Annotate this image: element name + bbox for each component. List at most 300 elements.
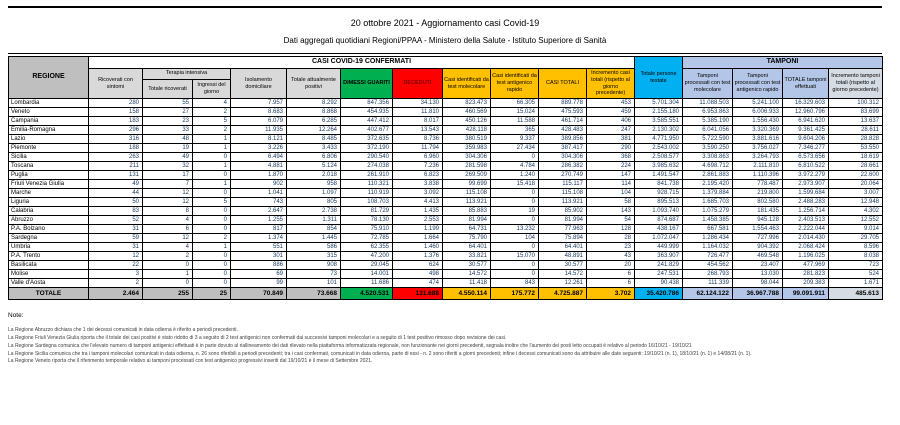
region-cell: Veneto bbox=[9, 108, 89, 117]
value-cell: 114 bbox=[587, 180, 635, 189]
value-cell: 459 bbox=[587, 108, 635, 117]
region-cell: Umbria bbox=[9, 243, 89, 252]
value-cell: 85.902 bbox=[539, 207, 587, 216]
region-cell: Piemonte bbox=[9, 144, 89, 153]
value-cell: 14.572 bbox=[539, 270, 587, 279]
value-cell: 73 bbox=[287, 270, 341, 279]
value-cell: 128 bbox=[587, 225, 635, 234]
value-cell: 449.999 bbox=[635, 243, 683, 252]
value-cell: 29.045 bbox=[341, 261, 393, 270]
sub-header-row bbox=[9, 68, 883, 79]
total-value-cell: 4.725.887 bbox=[539, 288, 587, 300]
value-cell: 498 bbox=[393, 270, 443, 279]
value-cell: 104 bbox=[587, 189, 635, 198]
col-header-tamponi-ant: Tamponi processati con test antigenico rapido bbox=[733, 68, 783, 99]
value-cell: 406 bbox=[587, 117, 635, 126]
group-header-row bbox=[9, 57, 883, 69]
value-cell: 111.339 bbox=[683, 279, 733, 288]
value-cell: 209.383 bbox=[783, 279, 829, 288]
value-cell: 5.385.190 bbox=[683, 117, 733, 126]
value-cell: 14.001 bbox=[341, 270, 393, 279]
value-cell: 66.305 bbox=[491, 99, 539, 108]
value-cell: 64.401 bbox=[539, 243, 587, 252]
value-cell: 247 bbox=[587, 126, 635, 135]
total-value-cell: 62.124.122 bbox=[683, 288, 733, 300]
value-cell: 158 bbox=[89, 108, 143, 117]
value-cell: 8.038 bbox=[829, 252, 883, 261]
value-cell: 31 bbox=[89, 225, 143, 234]
value-cell: 2 bbox=[193, 234, 231, 243]
value-cell: 11.794 bbox=[393, 144, 443, 153]
value-cell: 8 bbox=[143, 207, 193, 216]
total-value-cell: 36.967.788 bbox=[733, 288, 783, 300]
group-header-terapia-intensiva: Terapia intensiva bbox=[143, 68, 231, 79]
value-cell: 3 bbox=[89, 270, 143, 279]
value-cell: 0 bbox=[491, 198, 539, 207]
region-cell: Lazio bbox=[9, 135, 89, 144]
value-cell: 17 bbox=[143, 171, 193, 180]
value-cell: 2.014.430 bbox=[783, 234, 829, 243]
value-cell: 1.870 bbox=[231, 171, 287, 180]
value-cell: 380.519 bbox=[443, 135, 491, 144]
value-cell: 1.664 bbox=[393, 234, 443, 243]
value-cell: 1.093.740 bbox=[635, 207, 683, 216]
value-cell: 75.910 bbox=[341, 225, 393, 234]
col-header-tamponi-mol: Tamponi processati con test molecolare bbox=[683, 68, 733, 99]
value-cell: 0 bbox=[193, 270, 231, 279]
value-cell: 0 bbox=[491, 189, 539, 198]
value-cell: 6.041.056 bbox=[683, 126, 733, 135]
value-cell: 43 bbox=[587, 252, 635, 261]
value-cell: 3.590.250 bbox=[683, 144, 733, 153]
value-cell: 902 bbox=[231, 180, 287, 189]
col-header-isolamento: Isolamento domiciliare bbox=[231, 68, 287, 99]
value-cell: 49 bbox=[89, 180, 143, 189]
value-cell: 5.722.590 bbox=[683, 135, 733, 144]
col-header-ti-ingressi: Ingressi del giorno bbox=[193, 80, 231, 99]
value-cell: 778.487 bbox=[733, 180, 783, 189]
value-cell: 304.306 bbox=[539, 153, 587, 162]
notes-list bbox=[8, 327, 888, 366]
table-body bbox=[9, 99, 883, 300]
value-cell: 2.222.044 bbox=[783, 225, 829, 234]
value-cell: 113.921 bbox=[443, 198, 491, 207]
value-cell: 4.302 bbox=[829, 207, 883, 216]
value-cell: 290 bbox=[587, 144, 635, 153]
value-cell: 15.024 bbox=[491, 108, 539, 117]
value-cell: 1.199 bbox=[393, 225, 443, 234]
value-cell: 1 bbox=[193, 162, 231, 171]
value-cell: 3.264.793 bbox=[733, 153, 783, 162]
value-cell: 7.236 bbox=[393, 162, 443, 171]
value-cell: 110.919 bbox=[341, 189, 393, 198]
value-cell: 274.038 bbox=[341, 162, 393, 171]
value-cell: 131 bbox=[89, 171, 143, 180]
value-cell: 0 bbox=[491, 243, 539, 252]
value-cell: 23.407 bbox=[733, 261, 783, 270]
value-cell: 301 bbox=[231, 252, 287, 261]
value-cell: 1.671 bbox=[829, 279, 883, 288]
value-cell: 83.699 bbox=[829, 108, 883, 117]
value-cell: 75.790 bbox=[443, 234, 491, 243]
region-cell: Emilia-Romagna bbox=[9, 126, 89, 135]
value-cell: 2.488.283 bbox=[783, 198, 829, 207]
value-cell: 6.806 bbox=[287, 153, 341, 162]
value-cell: 12 bbox=[143, 198, 193, 207]
region-cell: Lombardia bbox=[9, 99, 89, 108]
value-cell: 5.241.100 bbox=[733, 99, 783, 108]
total-value-cell: 131.688 bbox=[393, 288, 443, 300]
value-cell: 428.483 bbox=[539, 126, 587, 135]
value-cell: 83 bbox=[89, 207, 143, 216]
region-cell: Campania bbox=[9, 117, 89, 126]
value-cell: 359.983 bbox=[443, 144, 491, 153]
value-cell: 11.810 bbox=[393, 108, 443, 117]
value-cell: 886 bbox=[231, 261, 287, 270]
value-cell: 1.286.434 bbox=[683, 234, 733, 243]
value-cell: 115.108 bbox=[443, 189, 491, 198]
value-cell: 2.111.810 bbox=[733, 162, 783, 171]
value-cell: 3.320.369 bbox=[733, 126, 783, 135]
value-cell: 2.508.577 bbox=[635, 153, 683, 162]
table-row bbox=[9, 126, 883, 135]
value-cell: 854 bbox=[287, 225, 341, 234]
value-cell: 110.321 bbox=[341, 180, 393, 189]
value-cell: 12 bbox=[89, 252, 143, 261]
value-cell: 18.619 bbox=[829, 153, 883, 162]
value-cell: 4.784 bbox=[491, 162, 539, 171]
value-cell: 6.079 bbox=[231, 117, 287, 126]
value-cell: 7 bbox=[143, 180, 193, 189]
value-cell: 8.683 bbox=[231, 108, 287, 117]
value-cell: 1.240 bbox=[491, 171, 539, 180]
value-cell: 286.382 bbox=[539, 162, 587, 171]
value-cell: 13.637 bbox=[829, 117, 883, 126]
value-cell: 78.130 bbox=[341, 216, 393, 225]
value-cell: 1.435 bbox=[393, 207, 443, 216]
value-cell: 1.374 bbox=[231, 234, 287, 243]
covid-data-table bbox=[8, 56, 883, 300]
value-cell: 1.196.025 bbox=[783, 252, 829, 261]
value-cell: 2.553 bbox=[393, 216, 443, 225]
table-row bbox=[9, 198, 883, 207]
value-cell: 6.941.620 bbox=[783, 117, 829, 126]
total-value-cell: 4.550.114 bbox=[443, 288, 491, 300]
value-cell: 9.361.425 bbox=[783, 126, 829, 135]
table-row bbox=[9, 207, 883, 216]
value-cell: 2.543.002 bbox=[635, 144, 683, 153]
note-line: La Regione Sicilia comunica che tra i tamponi molecolari comunicati in data odierna, n. 26 sono riferibili a periodi precedenti; tra i casi confermati, comunicati in data odierna, parte di essi - n. 2 sono riferiti a giorni precedenti; infine i decessi comunicati sono da attribuire alle date seguenti: 19/10/21 (n. 1), 18/10/21 (n. 1) e 14/08/21 (n. 1). bbox=[8, 350, 752, 357]
region-cell: Molise bbox=[9, 270, 89, 279]
value-cell: 460.569 bbox=[443, 108, 491, 117]
table-row bbox=[9, 144, 883, 153]
value-cell: 402.677 bbox=[341, 126, 393, 135]
value-cell: 2 bbox=[193, 126, 231, 135]
value-cell: 183 bbox=[89, 117, 143, 126]
value-cell: 12.948 bbox=[829, 198, 883, 207]
table-row bbox=[9, 180, 883, 189]
value-cell: 1.041 bbox=[231, 189, 287, 198]
region-cell: Basilicata bbox=[9, 261, 89, 270]
value-cell: 2.973.907 bbox=[783, 180, 829, 189]
value-cell: 270.749 bbox=[539, 171, 587, 180]
value-cell: 62.355 bbox=[341, 243, 393, 252]
value-cell: 0 bbox=[193, 261, 231, 270]
table-row bbox=[9, 252, 883, 261]
value-cell: 22.600 bbox=[829, 171, 883, 180]
value-cell: 11.935 bbox=[231, 126, 287, 135]
value-cell: 75.894 bbox=[539, 234, 587, 243]
value-cell: 372.635 bbox=[341, 135, 393, 144]
page-subtitle: Dati aggregati quotidiani Regioni/PPAA - Ministero della Salute - Istituto Superiore di Sanità bbox=[283, 36, 607, 45]
value-cell: 315 bbox=[287, 252, 341, 261]
value-cell: 6.006.933 bbox=[733, 108, 783, 117]
page-title: 20 ottobre 2021 - Aggiornamento casi Covid-19 bbox=[350, 18, 540, 28]
value-cell: 12.552 bbox=[829, 216, 883, 225]
col-header-casi-totali: CASI TOTALI bbox=[539, 68, 587, 99]
value-cell: 316 bbox=[89, 135, 143, 144]
value-cell: 5.701.304 bbox=[635, 99, 683, 108]
value-cell: 0 bbox=[143, 279, 193, 288]
value-cell: 85.883 bbox=[443, 207, 491, 216]
value-cell: 2.068.424 bbox=[783, 243, 829, 252]
value-cell: 0 bbox=[143, 261, 193, 270]
value-cell: 72.785 bbox=[341, 234, 393, 243]
value-cell: 0 bbox=[491, 153, 539, 162]
value-cell: 847.356 bbox=[341, 99, 393, 108]
value-cell: 280 bbox=[89, 99, 143, 108]
value-cell: 841.738 bbox=[635, 180, 683, 189]
value-cell: 12.264 bbox=[287, 126, 341, 135]
value-cell: 77.963 bbox=[539, 225, 587, 234]
value-cell: 296 bbox=[89, 126, 143, 135]
value-cell: 115.117 bbox=[539, 180, 587, 189]
value-cell: 454.562 bbox=[683, 261, 733, 270]
value-cell: 0 bbox=[193, 153, 231, 162]
table-row bbox=[9, 261, 883, 270]
region-cell: Liguria bbox=[9, 198, 89, 207]
table-row bbox=[9, 243, 883, 252]
value-cell: 727.996 bbox=[733, 234, 783, 243]
value-cell: 843 bbox=[491, 279, 539, 288]
total-value-cell: 4.520.531 bbox=[341, 288, 393, 300]
value-cell: 3.585.551 bbox=[635, 117, 683, 126]
value-cell: 8.017 bbox=[393, 117, 443, 126]
value-cell: 0 bbox=[491, 261, 539, 270]
total-value-cell: 175.772 bbox=[491, 288, 539, 300]
value-cell: 23 bbox=[143, 117, 193, 126]
table-row bbox=[9, 216, 883, 225]
total-region-cell: TOTALE bbox=[9, 288, 89, 300]
value-cell: 805 bbox=[287, 198, 341, 207]
table-row bbox=[9, 234, 883, 243]
value-cell: 5 bbox=[193, 198, 231, 207]
table-row bbox=[9, 279, 883, 288]
value-cell: 958 bbox=[287, 180, 341, 189]
value-cell: 13.232 bbox=[491, 225, 539, 234]
value-cell: 19 bbox=[143, 144, 193, 153]
value-cell: 454.935 bbox=[341, 108, 393, 117]
value-cell: 290.540 bbox=[341, 153, 393, 162]
value-cell: 1.072.047 bbox=[635, 234, 683, 243]
value-cell: 99.699 bbox=[443, 180, 491, 189]
value-cell: 8.596 bbox=[829, 243, 883, 252]
region-cell: Friuli Venezia Giulia bbox=[9, 180, 89, 189]
value-cell: 69 bbox=[231, 270, 287, 279]
value-cell: 101 bbox=[287, 279, 341, 288]
value-cell: 104 bbox=[491, 234, 539, 243]
value-cell: 743 bbox=[231, 198, 287, 207]
value-cell: 586 bbox=[287, 243, 341, 252]
col-header-incremento-tamponi: Incremento tamponi totali (rispetto al giorno precedente) bbox=[829, 68, 883, 99]
value-cell: 817 bbox=[231, 225, 287, 234]
value-cell: 81.994 bbox=[539, 216, 587, 225]
value-cell: 0 bbox=[491, 270, 539, 279]
table-row bbox=[9, 117, 883, 126]
value-cell: 20 bbox=[587, 261, 635, 270]
value-cell: 108.703 bbox=[341, 198, 393, 207]
value-cell: 450.126 bbox=[443, 117, 491, 126]
value-cell: 1 bbox=[193, 135, 231, 144]
value-cell: 3.007 bbox=[829, 189, 883, 198]
value-cell: 2.130.302 bbox=[635, 126, 683, 135]
value-cell: 30.577 bbox=[443, 261, 491, 270]
value-cell: 4.771.950 bbox=[635, 135, 683, 144]
value-cell: 281.598 bbox=[443, 162, 491, 171]
value-cell: 8.292 bbox=[287, 99, 341, 108]
value-cell: 2.403.513 bbox=[783, 216, 829, 225]
value-cell: 20.064 bbox=[829, 180, 883, 189]
value-cell: 3.308.863 bbox=[683, 153, 733, 162]
value-cell: 469.548 bbox=[733, 252, 783, 261]
report-header bbox=[8, 6, 882, 54]
value-cell: 50 bbox=[89, 198, 143, 207]
region-cell: Valle d'Aosta bbox=[9, 279, 89, 288]
value-cell: 1.554.463 bbox=[733, 225, 783, 234]
value-cell: 281.823 bbox=[783, 270, 829, 279]
value-cell: 12 bbox=[143, 234, 193, 243]
col-header-testate: Totale persone testate bbox=[635, 57, 683, 99]
value-cell: 461.714 bbox=[539, 117, 587, 126]
value-cell: 928.715 bbox=[635, 189, 683, 198]
value-cell: 11.418 bbox=[443, 279, 491, 288]
value-cell: 143 bbox=[587, 207, 635, 216]
value-cell: 0 bbox=[193, 189, 231, 198]
col-header-ti-totale: Totale ricoverati bbox=[143, 80, 193, 99]
value-cell: 908 bbox=[287, 261, 341, 270]
value-cell: 2.155.180 bbox=[635, 108, 683, 117]
value-cell: 4 bbox=[143, 243, 193, 252]
value-cell: 6 bbox=[587, 270, 635, 279]
col-header-incremento-casi: Incremento casi totali (rispetto al giorno precedente) bbox=[587, 68, 635, 99]
value-cell: 11.088.503 bbox=[683, 99, 733, 108]
value-cell: 428.118 bbox=[443, 126, 491, 135]
value-cell: 64.731 bbox=[443, 225, 491, 234]
value-cell: 27 bbox=[143, 108, 193, 117]
value-cell: 3.756.027 bbox=[733, 144, 783, 153]
value-cell: 387.417 bbox=[539, 144, 587, 153]
value-cell: 28.828 bbox=[829, 135, 883, 144]
value-cell: 181.435 bbox=[733, 207, 783, 216]
value-cell: 889.778 bbox=[539, 99, 587, 108]
value-cell: 115.108 bbox=[539, 189, 587, 198]
col-header-deceduti: DECEDUTI bbox=[393, 68, 443, 99]
value-cell: 6.810.522 bbox=[783, 162, 829, 171]
value-cell: 0 bbox=[193, 279, 231, 288]
value-cell: 27.434 bbox=[491, 144, 539, 153]
value-cell: 4.698.712 bbox=[683, 162, 733, 171]
total-value-cell: 25 bbox=[193, 288, 231, 300]
value-cell: 31 bbox=[89, 243, 143, 252]
value-cell: 23 bbox=[587, 243, 635, 252]
region-cell: P.A. Bolzano bbox=[9, 225, 89, 234]
total-row bbox=[9, 288, 883, 300]
value-cell: 261.910 bbox=[341, 171, 393, 180]
note-line: La Regione Veneto riporta che il riferimento temporale relativo ai tamponi processati con test antigenico progressivi inseriti dal 19/10/21 è il mese di Settembre 2021. bbox=[8, 358, 373, 365]
value-cell: 438.167 bbox=[635, 225, 683, 234]
value-cell: 2 bbox=[193, 108, 231, 117]
total-value-cell: 73.668 bbox=[287, 288, 341, 300]
value-cell: 188 bbox=[89, 144, 143, 153]
value-cell: 2.195.420 bbox=[683, 180, 733, 189]
value-cell: 44 bbox=[89, 189, 143, 198]
value-cell: 1.445 bbox=[287, 234, 341, 243]
value-cell: 81.994 bbox=[443, 216, 491, 225]
value-cell: 474 bbox=[393, 279, 443, 288]
notes-section bbox=[8, 312, 888, 366]
value-cell: 55 bbox=[143, 99, 193, 108]
value-cell: 33.821 bbox=[443, 252, 491, 261]
value-cell: 475.593 bbox=[539, 108, 587, 117]
value-cell: 7.346.277 bbox=[783, 144, 829, 153]
value-cell: 0 bbox=[193, 171, 231, 180]
notes-label: Note: bbox=[8, 312, 24, 320]
value-cell: 667.581 bbox=[683, 225, 733, 234]
value-cell: 1.685.703 bbox=[683, 198, 733, 207]
value-cell: 0 bbox=[193, 225, 231, 234]
value-cell: 49 bbox=[143, 153, 193, 162]
value-cell: 2 bbox=[89, 279, 143, 288]
value-cell: 1.255 bbox=[231, 216, 287, 225]
value-cell: 30.577 bbox=[539, 261, 587, 270]
value-cell: 6.960 bbox=[393, 153, 443, 162]
value-cell: 47.200 bbox=[341, 252, 393, 261]
value-cell: 0 bbox=[193, 216, 231, 225]
value-cell: 389.856 bbox=[539, 135, 587, 144]
value-cell: 19 bbox=[491, 207, 539, 216]
value-cell: 12.960.796 bbox=[783, 108, 829, 117]
value-cell: 11.588 bbox=[491, 117, 539, 126]
region-cell: Toscana bbox=[9, 162, 89, 171]
value-cell: 6 bbox=[143, 225, 193, 234]
value-cell: 113.921 bbox=[539, 198, 587, 207]
value-cell: 3.092 bbox=[393, 189, 443, 198]
value-cell: 64.401 bbox=[443, 243, 491, 252]
value-cell: 1.379.884 bbox=[683, 189, 733, 198]
value-cell: 381 bbox=[587, 135, 635, 144]
col-header-tamponi-tot: TOTALE tamponi effettuati bbox=[783, 68, 829, 99]
value-cell: 12 bbox=[143, 189, 193, 198]
value-cell: 1.376 bbox=[393, 252, 443, 261]
col-header-guariti: DIMESSI GUARITI bbox=[341, 68, 393, 99]
value-cell: 11.686 bbox=[341, 279, 393, 288]
group-header-tamponi: TAMPONI bbox=[683, 57, 883, 69]
value-cell: 15.070 bbox=[491, 252, 539, 261]
value-cell: 874.687 bbox=[635, 216, 683, 225]
value-cell: 58 bbox=[587, 198, 635, 207]
col-header-molecolare: Casi identificati da test molecolare bbox=[443, 68, 491, 99]
value-cell: 365 bbox=[491, 126, 539, 135]
